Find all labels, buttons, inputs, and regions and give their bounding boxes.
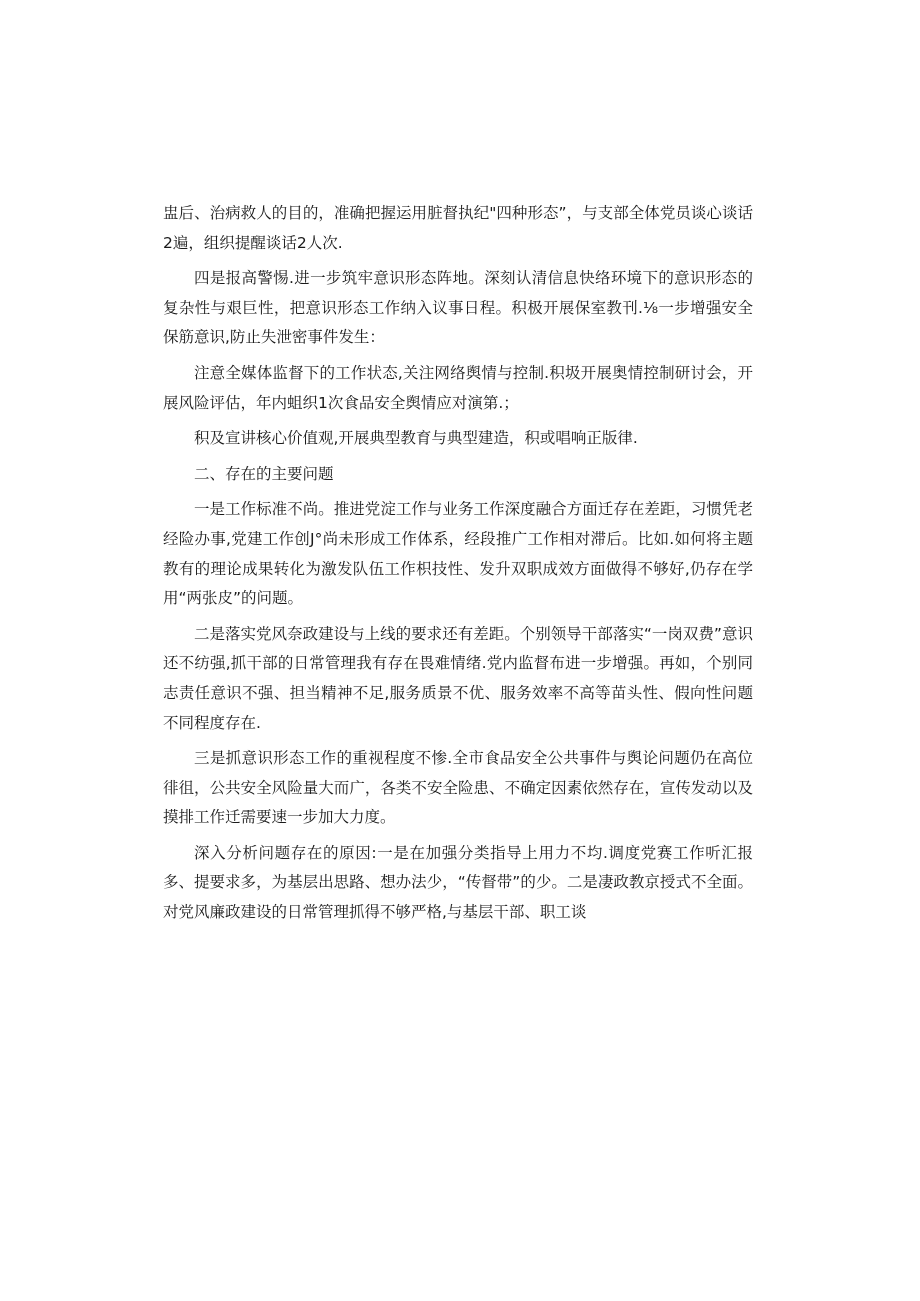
document-body xyxy=(163,199,753,934)
paragraph-7: 三是抓意识形态工作的重视程度不惨.全市食品安全公共事件与舆论问题仍在高位徘徂，公共安全风险量大而广，各类不安全险患、不确定因素依然存在，宣传发动以及摸排工作迁需要速一步加大力度。 xyxy=(163,749,753,827)
paragraph-1: 盅后、治病救人的目的，准确把握运用脏督执纪"四种形态”，与支部全体党员谈心谈话2遍，组织提醒谈话2人次. xyxy=(163,204,753,252)
paragraph-8: 深入分析问题存在的原因:一是在加强分类指导上用力不均.调度党赛工作听汇报多、提要求多，为基层出思路、想办法少，“传督带”的少。二是凄政教京授式不全面。对党风廉政建设的日常管理抓得不够严格,与基层干部、职工谈 xyxy=(163,843,753,922)
paragraph-3: 注意全媒体监督下的工作状态,关注网络舆情与控制.积圾开展奥情控制研讨会，开展风险评估，年内蛆织1次食品安全舆情应对演第.； xyxy=(163,363,753,412)
paragraph-5: 一是工作标准不尚。推进党淀工作与业务工作深度融合方面迁存在差距，习惯凭老经险办事,党建工作创J°尚未形成工作体系，经段推广工作相对滞后。比如.如何将主题教有的理论成果转化为激发队伍工作枳技性、发升双职成效方面做得不够好,仍存在学用“两张皮”的问题。 xyxy=(163,500,753,608)
section-heading: 二、存在的主要问题 xyxy=(194,464,334,483)
paragraph-6: 二是落实党风奈政建设与上线的要求还有差距。个别领导干部落实“一岗双费”意识还不纺强,抓干部的日常管理我有存在畏难情绪.党内监督布进一步增强。再如，个别同志责任意识不强、担当精神不足,服务质景不优、服务效率不高等苗头性、假向性问题不同程度存在. xyxy=(163,624,753,732)
paragraph-2: 四是报高警惕.进一步筑牢意识形态阵地。深刻认清信息快络环境下的意识形态的复杂性与艰巨性，把意识形态工作纳入议事日程。积极开展保室教刊.⅛一步增强安全保筋意识,防止失泄密事件发生： xyxy=(163,269,753,347)
paragraph-4: 积及宣讲核心价值观,开展典型教育与典型建造，积或唱响正版律. xyxy=(194,429,638,448)
